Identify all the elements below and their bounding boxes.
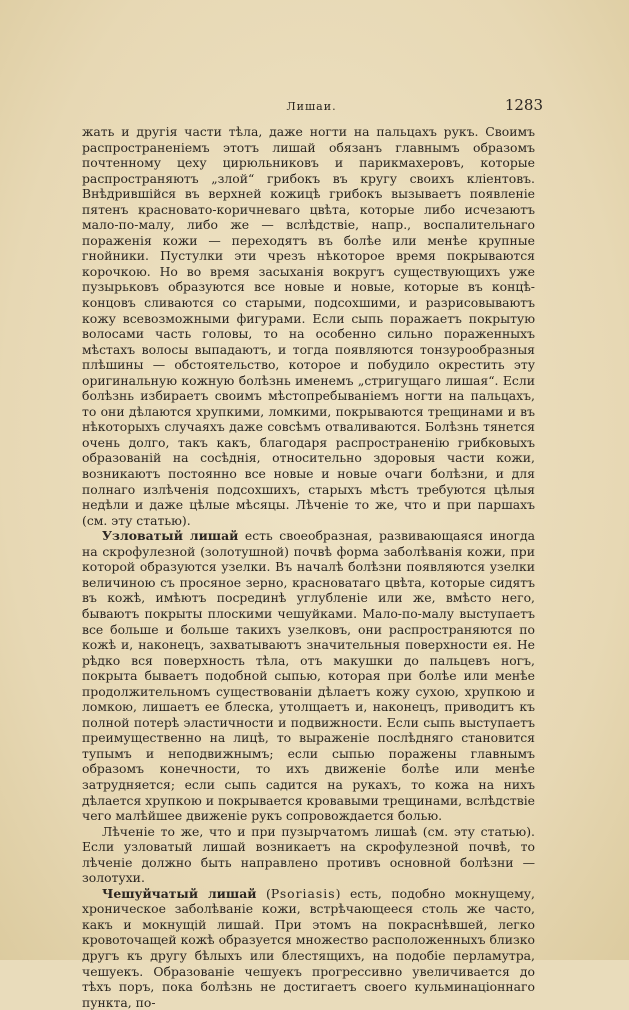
paragraph-text: есть своеобразная, развивающаяся иногда на скрофулезной (золотушной) почвѣ форма заболѣванія кожи, при которой образуются узелки. Въ началѣ болѣзни появляются узелки величиною съ просяное зерно, красноватаго цвѣта, которые сидятъ въ кожѣ, имѣютъ посрединѣ углубленіе или же, вмѣсто него, бываютъ покрыты плоскими чешуйками. Мало-по-малу выступаетъ все больше и больше такихъ узелковъ, они распространяются по кожѣ и, наконецъ, захватываютъ значительныя поверхности ея. Не рѣдко вся поверхность тѣла, отъ макушки до пальцевъ ногъ, покрыта бываетъ подобной сыпью, которая при болѣе или менѣе продолжительномъ существованіи дѣлаетъ кожу сухою, хрупкою и ломкою, лишаетъ ее блеска, утолщаетъ и, наконецъ, приводитъ къ полной потерѣ эластичности и подвижности. Если сыпь выступаетъ преимущественно на лицѣ, то выраженіе послѣдняго становится тупымъ и неподвижнымъ; если сыпью поражены главнымъ образомъ конечности, то ихъ движеніе болѣе или менѣе затрудняется; если сыпь садится на рукахъ, то кожа на нихъ дѣлается хрупкою и покрывается кровавыми трещинами, вслѣдствіе чего малѣйшее движеніе рукъ сопровождается болью. (82, 528, 535, 824)
paragraph (82, 824, 535, 886)
article-term: Чешуйчатый лишай (102, 885, 257, 901)
page-number: 1283 (504, 96, 543, 114)
page-header (80, 96, 543, 118)
body-text (82, 124, 535, 1010)
paragraph-text: жать и другія части тѣла, даже ногти на пальцахъ рукъ. Своимъ распространеніемъ этотъ лишай обязанъ главнымъ образомъ почтенному цеху цирюльниковъ и парикмахеровъ, которые распространяютъ „злой“ грибокъ въ кругу своихъ кліентовъ. Внѣдрившійся въ верхней кожицѣ грибокъ вызываетъ появленіе пятенъ красновато-коричневаго цвѣта, которые либо исчезаютъ мало-по-малу, либо же — вслѣдствіе, напр., воспалительнаго пораженія кожи — переходятъ въ болѣе или менѣе крупные гнойники. Пустулки эти чрезъ нѣкоторое время покрываются корочкою. Но во время засыханія вокругъ существующихъ уже пузырьковъ образуются все новые и новые, которые въ концѣ-концовъ сливаются со старыми, подсохшими, и разрисовываютъ кожу всевозможными фигурами. Если сыпь поражаетъ покрытую волосами часть головы, то на особенно сильно пораженныхъ мѣстахъ волосы выпадаютъ, и тогда появляются тонзурообразныя плѣшины — обстоятельство, которое и побудило окрестить эту оригинальную кожную болѣзнь именемъ „стригущаго лишая“. Если болѣзнь избираетъ своимъ мѣстопребываніемъ ногти на пальцахъ, то они дѣлаются хрупкими, ломкими, покрываются трещинами и въ нѣкоторыхъ случаяхъ даже совсѣмъ отваливаются. Болѣзнь тянется очень долго, такъ какъ, благодаря распространенію грибковыхъ образованій на сосѣднія, относительно здоровыя части кожи, возникаютъ постоянно все новые и новые очаги болѣзни, и для полнаго излѣченія подсохшихъ, старыхъ мѣстъ требуются цѣлыя недѣли и даже цѣлые мѣсяцы. Лѣченіе то же, что и при паршахъ (см. эту статью). (82, 124, 535, 528)
paragraph (82, 886, 535, 1010)
paragraph (82, 528, 535, 823)
latin-term: Psoriasis (270, 885, 336, 901)
paragraph-text: ( (256, 885, 271, 901)
paragraph-text: ) есть, подобно мокнущему, хроническое заболѣваніе кожи, встрѣчающееся столь же часто, какъ и мокнущій лишай. При этомъ на покраснѣвшей, легко кровоточащей кожѣ образуется множество расположенныхъ близко другъ къ другу бѣлыхъ или блестящихъ, на подобіе перламутра, чешуекъ. Образованіе чешуекъ прогрессивно увеличивается до тѣхъ поръ, пока болѣзнь не достигаетъ своего кульминаціоннаго пункта, по- (82, 885, 535, 1010)
paragraph (82, 124, 535, 528)
running-title: Лишаи. (286, 100, 337, 113)
paragraph-text: Лѣченіе то же, что и при пузырчатомъ лишаѣ (см. эту статью). Если узловатый лишай возникаетъ на скрофулезной почвѣ, то лѣченіе должно быть направлено противъ основной болѣзни — золотухи. (82, 823, 535, 886)
article-term: Узловатый лишай (102, 528, 239, 544)
